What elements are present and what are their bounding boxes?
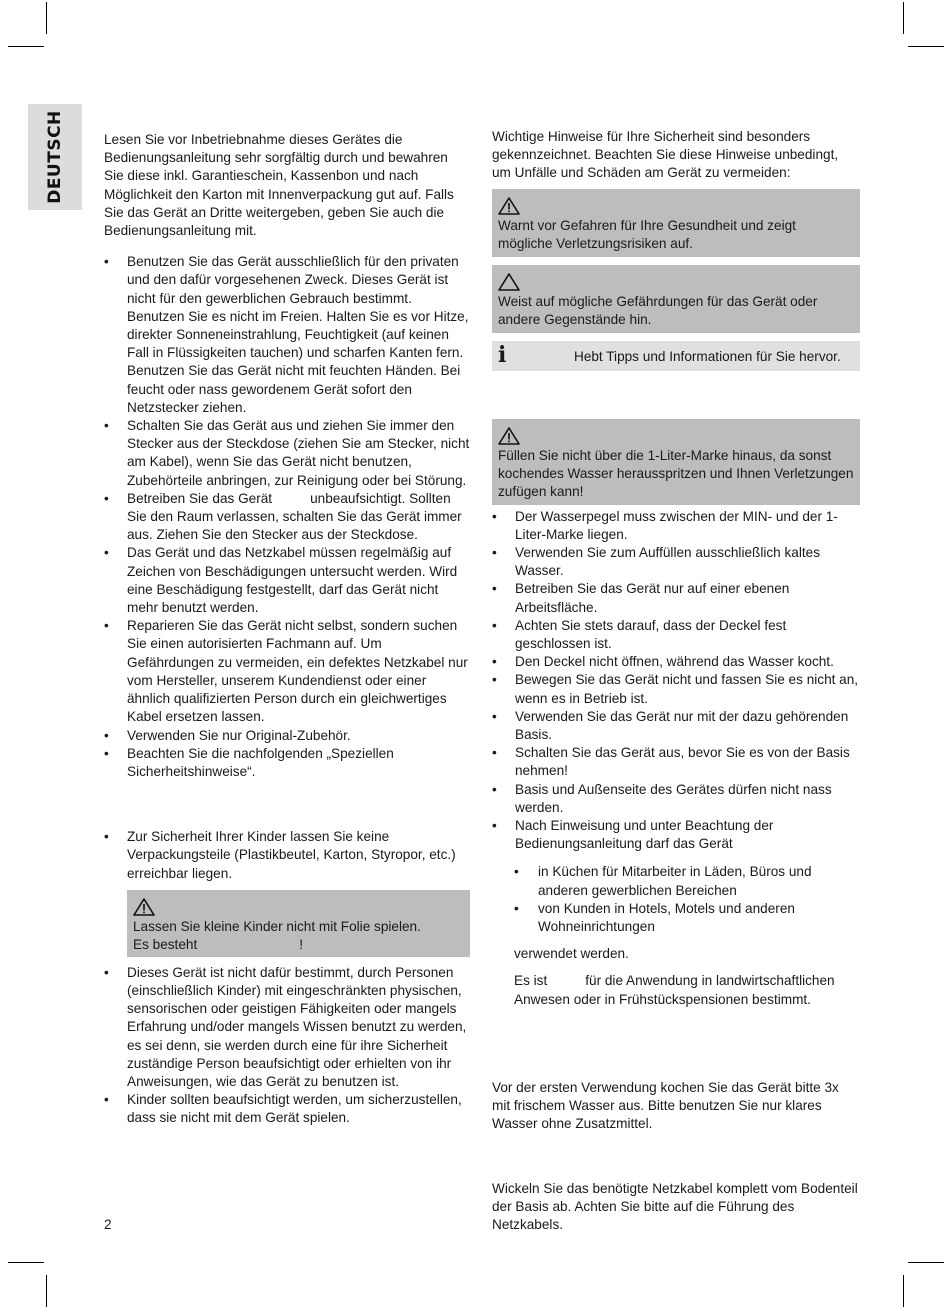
list-item-text: unbeaufsichtigt. Sollten Sie den Raum verlassen, schalten Sie das Gerät immer aus. Ziehen Sie den Stecker aus der Steckdose.: [127, 490, 462, 543]
language-tab: [28, 104, 82, 210]
children-list: [104, 828, 470, 883]
list-item: • Basis und Außenseite des Gerätes dürfen nicht nass werden.: [492, 781, 860, 817]
crop-mark: [903, 2, 904, 34]
left-column: [104, 131, 470, 1128]
crop-mark: [8, 1262, 44, 1263]
info-bar-text: Hebt Tipps und Informationen für Sie hervor.: [574, 348, 841, 364]
list-item: • Reparieren Sie das Gerät nicht selbst, sondern suchen Sie einen autorisierten Fachmann auf. Um Gefährdungen zu vermeiden, ein defektes Netzkabel nur vom Hersteller, unserem Kundendienst oder einer ähnlich qualifizierten Person durch ein gleichwertiges Kabel ersetzen lassen.: [104, 617, 470, 726]
safety-list: [104, 253, 470, 781]
list-item: • Betreiben Sie das Gerät nur auf einer ebenen Arbeitsfläche.: [492, 580, 860, 616]
crop-mark: [46, 2, 47, 34]
right-column: [492, 128, 860, 1234]
list-item: • in Küchen für Mitarbeiter in Läden, Büros und anderen gewerblichen Bereichen: [514, 863, 860, 899]
list-item: • Schalten Sie das Gerät aus und ziehen Sie immer den Stecker aus der Steckdose (ziehen Sie am Stecker, nicht am Kabel), wenn Sie das Gerät nicht benutzen, Zubehörteile anbringen, zur Reinigung oder bei Störung.: [104, 417, 470, 490]
list-item: [104, 490, 470, 545]
first-use-paragraph: Vor der ersten Verwendung kochen Sie das Gerät bitte 3x mit frischem Wasser aus. Bitte benutzen Sie nur klares Wasser ohne Zusatzmittel.: [492, 1079, 839, 1132]
warning-icon: [498, 427, 520, 445]
crop-mark: [908, 46, 944, 47]
warning-box-text: Warnt vor Gefahren für Ihre Gesundheit und zeigt mögliche Verletzungsrisiken auf.: [498, 217, 796, 251]
warning-icon: [133, 898, 155, 916]
page-number: 2: [104, 1217, 112, 1232]
not-intended-text: für die Anwendung in landwirtschaftlichen Anwesen oder in Frühstückspensionen bestimmt.: [514, 973, 835, 1007]
crop-mark: [46, 1275, 47, 1307]
crop-mark: [8, 46, 44, 47]
list-item: • Schalten Sie das Gerät aus, bevor Sie es von der Basis nehmen!: [492, 744, 860, 780]
list-item: • Kinder sollten beaufsichtigt werden, um sicherzustellen, dass sie nicht mit dem Gerät spielen.: [104, 1091, 470, 1127]
list-item: • Verwenden Sie das Gerät nur mit der dazu gehörenden Basis.: [492, 708, 860, 744]
usage-sublist: [514, 863, 860, 936]
caution-box-text: Weist auf mögliche Gefährdungen für das Gerät oder andere Gegenstände hin.: [498, 293, 818, 327]
list-item: • Achten Sie stets darauf, dass der Deckel fest geschlossen ist.: [492, 617, 860, 653]
persons-list: [104, 964, 470, 1128]
foil-warning-text: !: [299, 936, 304, 952]
used-text: verwendet werden.: [514, 946, 629, 962]
list-item: • Beachten Sie die nachfolgenden „Speziellen Sicherheitshinweise“.: [104, 745, 470, 781]
list-item: • Zur Sicherheit Ihrer Kinder lassen Sie keine Verpackungsteile (Plastikbeutel, Karton, Styropor, etc.) erreichbar liegen.: [104, 828, 470, 883]
list-item: • Das Gerät und das Netzkabel müssen regelmäßig auf Zeichen von Beschädigungen untersucht werden. Wird eine Beschädigung festgestellt, darf das Gerät nicht mehr benutzt werden.: [104, 544, 470, 617]
list-item-text: Betreiben Sie das Gerät: [127, 490, 273, 506]
list-item: • Verwenden Sie zum Auffüllen ausschließlich kaltes Wasser.: [492, 544, 860, 580]
warning-box: [492, 189, 860, 257]
foil-warning-text: Lassen Sie kleine Kinder nicht mit Folie spielen.: [133, 918, 421, 934]
list-item: • Bewegen Sie das Gerät nicht und fassen Sie es nicht an, wenn es in Betrieb ist.: [492, 671, 860, 707]
list-item: • Der Wasserpegel muss zwischen der MIN- und der 1-Liter-Marke liegen.: [492, 508, 860, 544]
fill-warning-box: [492, 419, 860, 505]
fill-warning-text: Füllen Sie nicht über die 1-Liter-Marke hinaus, da sonst kochendes Wasser herausspritzen und Ihnen Verletzungen zufügen kann!: [498, 447, 854, 500]
caution-box: [492, 265, 860, 333]
info-bar: [492, 341, 860, 371]
crop-mark: [908, 1262, 944, 1263]
language-tab-label: DEUTSCH: [44, 110, 65, 204]
list-item: • Verwenden Sie nur Original-Zubehör.: [104, 727, 470, 745]
list-item: • Den Deckel nicht öffnen, während das Wasser kocht.: [492, 653, 860, 671]
foil-warning-box: [127, 890, 470, 957]
list-item: • von Kunden in Hotels, Motels und anderen Wohneinrichtungen: [514, 900, 860, 936]
caution-icon: [498, 273, 520, 291]
kettle-rules-list: [492, 508, 860, 854]
cable-paragraph: Wickeln Sie das benötigte Netzkabel komplett vom Bodenteil der Basis ab. Achten Sie bitte auf die Führung des Netzkabels.: [492, 1180, 858, 1232]
crop-mark: [903, 1275, 904, 1307]
list-item: • Dieses Gerät ist nicht dafür bestimmt, durch Personen (einschließlich Kinder) mit eingeschränkten physischen, sensorischen oder geistigen Fähigkeiten oder mangels Erfahrung und/oder mangels Wissen benutzt zu werden, es sei denn, sie werden durch eine für ihre Sicherheit zuständige Person beaufsichtigt oder erhielten von ihr Anweisungen, wie das Gerät zu benutzen ist.: [104, 964, 470, 1091]
foil-warning-text: [133, 936, 464, 954]
symbols-intro: Wichtige Hinweise für Ihre Sicherheit sind besonders gekennzeichnet. Beachten Sie diese Hinweise unbedingt, um Unfälle und Schäden am Gerät zu vermeiden:: [492, 129, 839, 181]
not-intended-text: Es ist: [514, 973, 548, 989]
intro-paragraph: Lesen Sie vor Inbetriebnahme dieses Gerätes die Bedienungsanleitung sehr sorgfältig durch und bewahren Sie diese inkl. Garantieschein, Kassenbon und nach Möglichkeit den Karton mit Innenverpackung gut auf. Falls Sie das Gerät an Dritte weitergeben, geben Sie auch die Bedienungsanleitung mit.: [104, 132, 454, 239]
not-intended-text: [514, 972, 860, 1008]
list-item: • Benutzen Sie das Gerät ausschließlich für den privaten und den dafür vorgesehenen Zweck. Dieses Gerät ist nicht für den gewerblichen Gebrauch bestimmt. Benutzen Sie es nicht im Freien. Halten Sie es vor Hitze, direkter Sonneneinstrahlung, Feuchtigkeit (auf keinen Fall in Flüssigkeiten tauchen) und scharfen Kanten fern. Benutzen Sie das Gerät nicht mit feuchten Händen. Bei feucht oder nass gewordenem Gerät sofort den Netzstecker ziehen.: [104, 253, 470, 417]
info-icon: i: [498, 341, 507, 368]
foil-warning-text: Es besteht: [133, 936, 198, 952]
list-item: • Nach Einweisung und unter Beachtung der Bedienungsanleitung darf das Gerät: [492, 817, 860, 853]
warning-icon: [498, 197, 520, 215]
